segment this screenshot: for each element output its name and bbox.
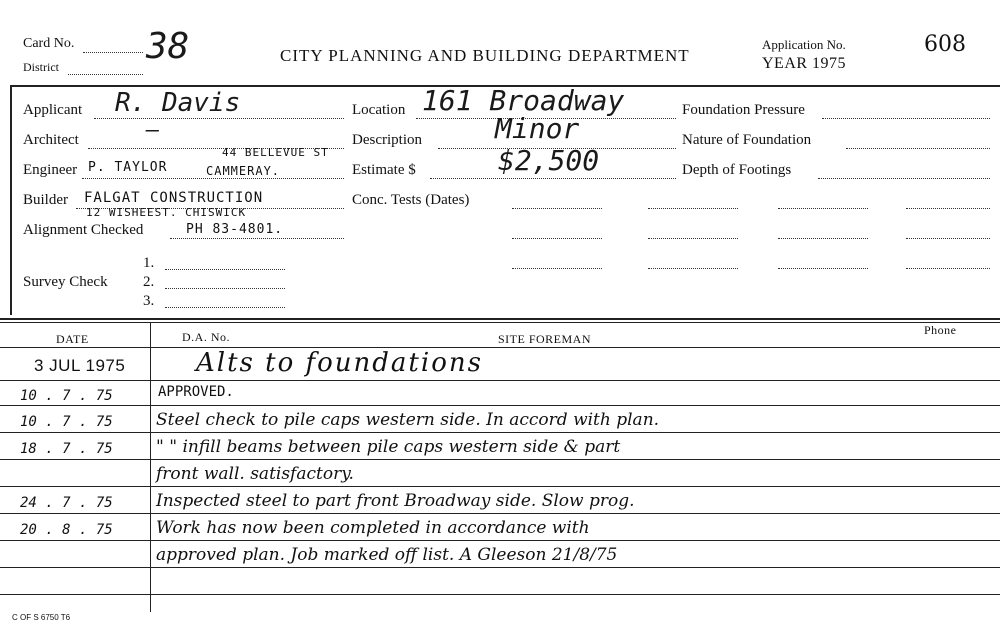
- description-value: Minor: [495, 112, 580, 145]
- log-text: " " infill beams between pile caps western side & part: [156, 437, 621, 457]
- alignment-checked-value: PH 83-4801.: [186, 222, 284, 237]
- survey-check-1: 1.: [143, 255, 155, 271]
- department-title: CITY PLANNING AND BUILDING DEPARTMENT: [280, 46, 690, 65]
- log-text: Steel check to pile caps western side. In accord with plan.: [156, 410, 660, 430]
- description-label: Description: [352, 132, 422, 148]
- card-no-value: 38: [146, 26, 190, 67]
- builder-value: FALGAT CONSTRUCTION: [84, 190, 264, 206]
- log-date: 20 . 8 . 75: [20, 522, 113, 538]
- col-phone: Phone: [924, 323, 957, 337]
- depth-of-footings-label: Depth of Footings: [682, 162, 792, 178]
- col-da-no: D.A. No.: [182, 330, 230, 344]
- alignment-checked-label: Alignment Checked: [23, 222, 144, 238]
- applicant-label: Applicant: [23, 102, 83, 118]
- engineer-value: P. TAYLOR: [88, 160, 168, 175]
- survey-check-label: Survey Check: [23, 274, 108, 290]
- location-label: Location: [352, 102, 406, 118]
- log-text: approved plan. Job marked off list. A Gleeson 21/8/75: [156, 545, 618, 565]
- log-text: APPROVED.: [158, 384, 234, 400]
- engineer-address-1: 44 BELLEVUE ST: [222, 146, 329, 159]
- application-no-value: 608: [924, 32, 966, 57]
- nature-of-foundation-label: Nature of Foundation: [682, 132, 812, 148]
- engineer-address-2: CAMMERAY.: [206, 164, 281, 178]
- foundation-pressure-label: Foundation Pressure: [682, 102, 805, 118]
- year-label: YEAR 1975: [762, 55, 847, 72]
- log-text: Work has now been completed in accordance with: [156, 518, 590, 538]
- log-text: front wall. satisfactory.: [156, 464, 354, 484]
- log-text: Alts to foundations: [196, 348, 483, 378]
- log-date: 10 . 7 . 75: [20, 388, 113, 404]
- estimate-label: Estimate $: [352, 162, 416, 178]
- log-text: Inspected steel to part front Broadway side. Slow prog.: [156, 491, 635, 511]
- builder-address: 12 WISHEEST. CHISWICK: [86, 206, 247, 219]
- engineer-label: Engineer: [23, 162, 78, 178]
- survey-check-2: 2.: [143, 274, 155, 290]
- survey-check-3: 3.: [143, 293, 155, 309]
- card-no-label: Card No.: [23, 36, 75, 51]
- architect-value: —: [146, 118, 160, 143]
- estimate-value: $2,500: [498, 144, 600, 177]
- applicant-value: R. Davis: [115, 88, 241, 118]
- builder-label: Builder: [23, 192, 68, 208]
- architect-label: Architect: [23, 132, 79, 148]
- log-date: 3 JUL 1975: [34, 356, 126, 375]
- col-date: DATE: [56, 332, 89, 346]
- form-code: C OF S 6750 T6: [12, 613, 71, 622]
- col-site-foreman: SITE FOREMAN: [498, 332, 592, 346]
- location-value: 161 Broadway: [422, 84, 625, 117]
- log-date: 10 . 7 . 75: [20, 414, 113, 430]
- log-date: 18 . 7 . 75: [20, 441, 113, 457]
- conc-tests-label: Conc. Tests (Dates): [352, 192, 470, 208]
- district-label: District: [23, 60, 59, 74]
- log-date: 24 . 7 . 75: [20, 495, 113, 511]
- application-no-label: Application No.: [762, 37, 846, 52]
